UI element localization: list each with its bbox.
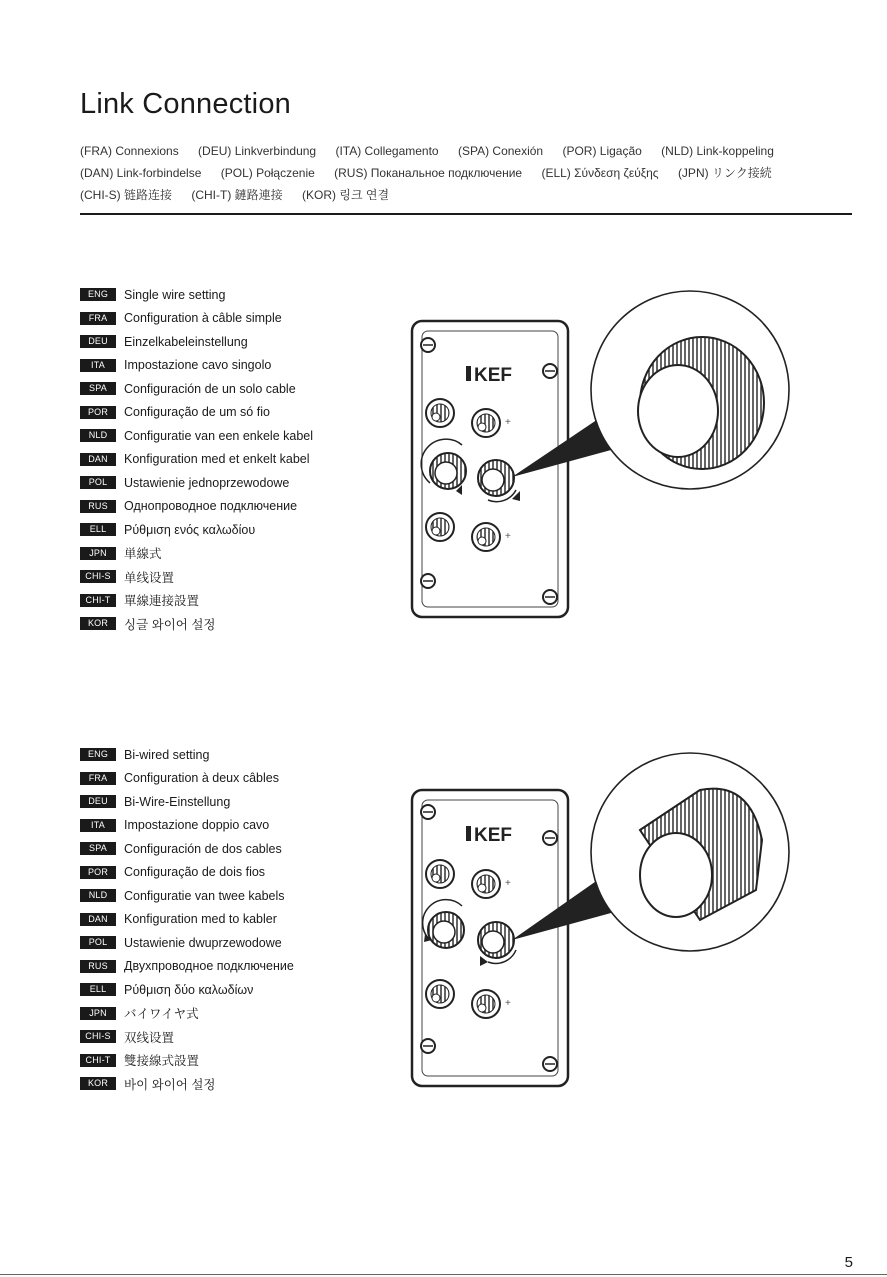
- translation-line: [80, 162, 860, 184]
- language-badge: JPN: [80, 547, 116, 560]
- language-row: [80, 377, 400, 401]
- screw-icon: [543, 590, 557, 604]
- terminal-post-icon: [426, 399, 454, 427]
- setting-label: Configuração de um só fio: [124, 405, 270, 420]
- setting-label: 双线设置: [124, 1030, 175, 1045]
- setting-label: Ustawienie jednoprzewodowe: [124, 475, 290, 490]
- language-row: [80, 743, 400, 767]
- language-badge: DEU: [80, 795, 116, 808]
- language-row: [80, 401, 400, 425]
- title-translations: [80, 140, 860, 206]
- translation-rus: (RUS) Поканальное подключение: [334, 166, 523, 180]
- language-badge: JPN: [80, 1007, 116, 1020]
- language-badge: FRA: [80, 312, 116, 325]
- translation-spa: (SPA) Conexión: [457, 144, 544, 158]
- language-row: [80, 565, 400, 589]
- language-row: [80, 861, 400, 885]
- screw-icon: [543, 364, 557, 378]
- setting-label: 单线设置: [124, 570, 175, 585]
- translation-por: (POR) Ligação: [562, 144, 642, 158]
- language-row: [80, 283, 400, 307]
- language-badge: SPA: [80, 842, 116, 855]
- language-badge: KOR: [80, 1077, 116, 1090]
- language-row: [80, 931, 400, 955]
- bi-wired-language-list: [80, 743, 400, 1096]
- screw-icon: [543, 1057, 557, 1071]
- plus-icon: +: [505, 531, 511, 542]
- translation-nld: (NLD) Link-koppeling: [661, 144, 774, 158]
- link-knob-icon: [478, 460, 514, 496]
- kef-logo: KEF: [474, 825, 512, 846]
- translation-chi-s: (CHI-S) 链路连接: [80, 188, 172, 202]
- terminal-post-icon: [472, 990, 500, 1018]
- language-badge: ITA: [80, 359, 116, 372]
- language-badge: ELL: [80, 983, 116, 996]
- setting-label: 単線式: [124, 547, 162, 562]
- language-row: [80, 542, 400, 566]
- language-row: [80, 495, 400, 519]
- setting-label: Configuración de un solo cable: [124, 381, 296, 396]
- language-row: [80, 471, 400, 495]
- setting-label: Ustawienie dwuprzewodowe: [124, 935, 282, 950]
- language-row: [80, 448, 400, 472]
- language-badge: RUS: [80, 500, 116, 513]
- setting-label: Однопроводное подключение: [124, 499, 298, 514]
- language-badge: CHI-S: [80, 1030, 116, 1043]
- setting-label: 바이 와이어 설정: [124, 1077, 216, 1092]
- plus-icon: +: [505, 878, 511, 889]
- screw-icon: [421, 574, 435, 588]
- setting-label: Einzelkabeleinstellung: [124, 334, 248, 349]
- setting-label: Bi-wired setting: [124, 747, 210, 762]
- language-badge: DAN: [80, 913, 116, 926]
- terminal-post-icon: [472, 409, 500, 437]
- language-row: [80, 837, 400, 861]
- setting-label: Impostazione doppio cavo: [124, 818, 270, 833]
- terminal-post-icon: [472, 523, 500, 551]
- setting-label: Configuratie van een enkele kabel: [124, 428, 314, 443]
- language-row: [80, 589, 400, 613]
- language-row: [80, 330, 400, 354]
- setting-label: Configuração de dois fios: [124, 865, 266, 880]
- page-number: 5: [844, 1254, 853, 1271]
- language-badge: POR: [80, 866, 116, 879]
- footer-divider: [0, 1274, 887, 1275]
- language-row: [80, 518, 400, 542]
- screw-icon: [421, 805, 435, 819]
- translation-fra: (FRA) Connexions: [80, 144, 179, 158]
- language-row: [80, 1025, 400, 1049]
- language-badge: ENG: [80, 748, 116, 761]
- language-row: [80, 814, 400, 838]
- language-row: [80, 884, 400, 908]
- setting-label: 單線連接設置: [124, 594, 200, 609]
- setting-label: Configuration à deux câbles: [124, 771, 279, 786]
- language-badge: RUS: [80, 960, 116, 973]
- language-badge: CHI-T: [80, 1054, 116, 1067]
- link-knob-icon: [430, 453, 466, 489]
- page-title: Link Connection: [80, 88, 291, 120]
- translation-line: [80, 140, 860, 162]
- translation-line: [80, 184, 860, 206]
- translation-ell: (ELL) Σύνδεση ζεύξης: [541, 166, 659, 180]
- screw-icon: [421, 1039, 435, 1053]
- language-badge: SPA: [80, 382, 116, 395]
- language-row: [80, 1049, 400, 1073]
- language-badge: NLD: [80, 429, 116, 442]
- language-row: [80, 307, 400, 331]
- language-badge: CHI-S: [80, 570, 116, 583]
- language-row: [80, 612, 400, 636]
- knob-closeup-icon: [638, 337, 764, 469]
- language-badge: CHI-T: [80, 594, 116, 607]
- language-badge: DEU: [80, 335, 116, 348]
- terminal-post-icon: [426, 980, 454, 1008]
- setting-label: Configuration à câble simple: [124, 311, 282, 326]
- single-wire-language-list: [80, 283, 400, 636]
- translation-pol: (POL) Połączenie: [220, 166, 315, 180]
- link-knob-icon: [428, 912, 464, 948]
- terminal-post-icon: [426, 860, 454, 888]
- language-badge: FRA: [80, 772, 116, 785]
- language-badge: POL: [80, 936, 116, 949]
- setting-label: Configuratie van twee kabels: [124, 888, 285, 903]
- language-badge: ELL: [80, 523, 116, 536]
- language-row: [80, 767, 400, 791]
- language-badge: NLD: [80, 889, 116, 902]
- link-knob-icon: [478, 922, 514, 958]
- language-row: [80, 354, 400, 378]
- setting-label: Impostazione cavo singolo: [124, 358, 272, 373]
- setting-label: バイワイヤ式: [124, 1007, 199, 1022]
- language-row: [80, 978, 400, 1002]
- language-badge: ENG: [80, 288, 116, 301]
- language-badge: POR: [80, 406, 116, 419]
- setting-label: 싱글 와이어 설정: [124, 617, 216, 632]
- language-row: [80, 908, 400, 932]
- language-row: [80, 424, 400, 448]
- translation-dan: (DAN) Link-forbindelse: [80, 166, 202, 180]
- language-row: [80, 955, 400, 979]
- translation-deu: (DEU) Linkverbindung: [198, 144, 317, 158]
- language-badge: DAN: [80, 453, 116, 466]
- setting-label: 雙接線式設置: [124, 1054, 200, 1069]
- setting-label: Ρύθμιση δύο καλωδίων: [124, 982, 254, 997]
- language-row: [80, 790, 400, 814]
- language-badge: POL: [80, 476, 116, 489]
- language-row: [80, 1002, 400, 1026]
- language-row: [80, 1072, 400, 1096]
- setting-label: Bi-Wire-Einstellung: [124, 794, 231, 809]
- translation-jpn: (JPN) リンク接続: [677, 166, 772, 180]
- language-badge: ITA: [80, 819, 116, 832]
- header-divider: [80, 213, 852, 215]
- plus-icon: +: [505, 417, 511, 428]
- screw-icon: [543, 831, 557, 845]
- language-badge: KOR: [80, 617, 116, 630]
- translation-chi-t: (CHI-T) 鏈路連接: [191, 188, 283, 202]
- setting-label: Ρύθμιση ενός καλωδίου: [124, 522, 256, 537]
- bi-wired-terminal-illustration: [400, 750, 860, 1100]
- setting-label: Konfiguration med to kabler: [124, 912, 277, 927]
- single-wire-terminal-illustration: [400, 285, 860, 635]
- setting-label: Двухпроводное подключение: [124, 959, 294, 974]
- setting-label: Konfiguration med et enkelt kabel: [124, 452, 310, 467]
- translation-ita: (ITA) Collegamento: [335, 144, 439, 158]
- translation-kor: (KOR) 링크 연결: [302, 188, 390, 202]
- screw-icon: [421, 338, 435, 352]
- kef-logo: KEF: [474, 365, 512, 386]
- setting-label: Single wire setting: [124, 287, 226, 302]
- terminal-post-icon: [426, 513, 454, 541]
- terminal-post-icon: [472, 870, 500, 898]
- plus-icon: +: [505, 998, 511, 1009]
- setting-label: Configuración de dos cables: [124, 841, 282, 856]
